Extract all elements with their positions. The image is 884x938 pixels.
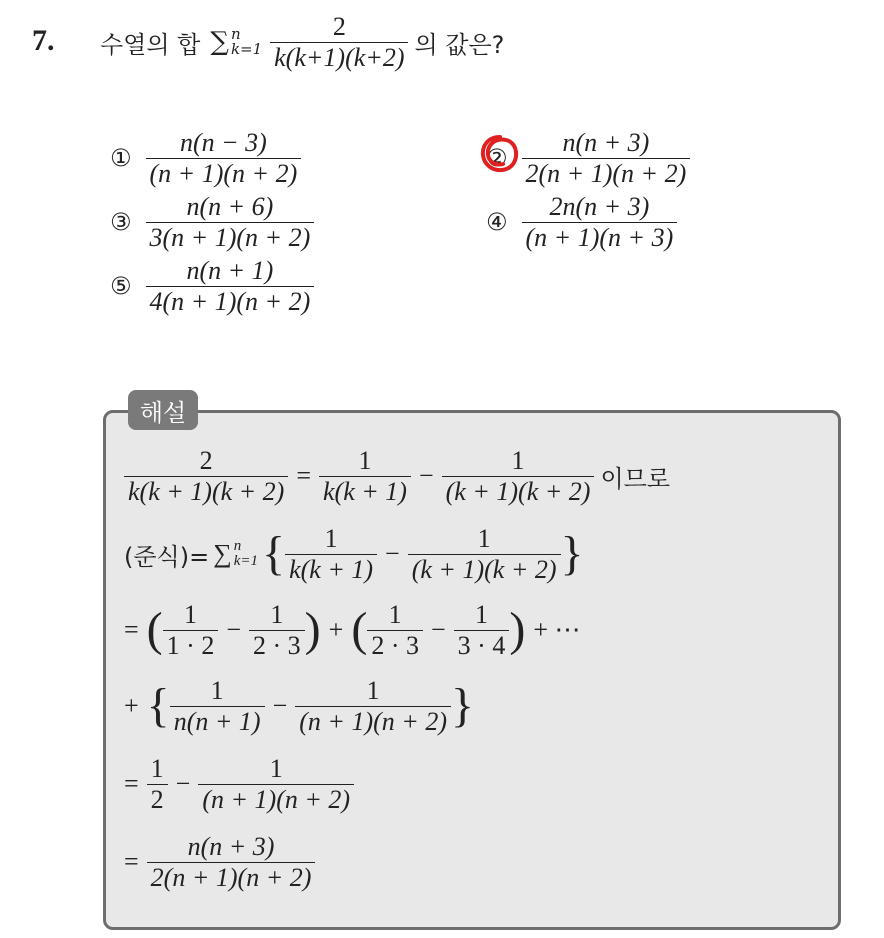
choice-5-numerator: n(n + 1) [186, 256, 274, 285]
choice-2[interactable] [486, 128, 690, 189]
choice-2-numerator: n(n + 3) [562, 128, 650, 157]
choice-1-denominator: (n + 1)(n + 2) [146, 158, 302, 189]
sum-upper: n [230, 25, 241, 44]
sum-symbol: ∑ n k=1 [210, 25, 263, 59]
choice-3-mark: ③ [110, 208, 132, 237]
problem-term-numerator: 2 [332, 12, 346, 41]
choice-5-denominator: 4(n + 1)(n + 2) [146, 286, 315, 317]
problem-number: 7. [32, 24, 55, 57]
solution-line-4: + { $\frac{1}{n(n + 1)}$ − $\frac{1}{(n + 1)(n + 2)}$ } [124, 676, 475, 736]
choice-4-mark: ④ [486, 208, 508, 237]
choice-2-denominator: 2(n + 1)(n + 2) [522, 158, 691, 189]
answer-circle-icon [478, 132, 522, 176]
solution-line-2: (준식)= ∑ n k=1 { $\frac{1}{k(k + 1)}$ − $\frac{1}{(k + 1)(k + 2)}$ } [124, 524, 584, 584]
choice-4-denominator: (n + 1)(n + 3) [522, 222, 678, 253]
sum-lower: k=1 [230, 40, 263, 59]
choice-3-denominator: 3(n + 1)(n + 2) [146, 222, 315, 253]
solution-line-5: = $\frac{1}{2}$ − $\frac{1}{(n + 1)(n + 2)}$ [124, 754, 354, 815]
choice-1-mark: ① [110, 144, 132, 173]
problem-term [270, 12, 408, 73]
solution-tag: 해설 [128, 390, 198, 430]
choice-2-mark: ② [486, 144, 508, 173]
choice-5-mark: ⑤ [110, 272, 132, 301]
choice-3[interactable] [110, 192, 314, 253]
sum-symbol-2: ∑ n k=1 [213, 538, 259, 570]
problem-statement [100, 12, 504, 73]
problem-lead-text: 수열의 합 [100, 30, 201, 59]
problem-tail-text: 의 값은? [414, 30, 505, 59]
solution-line-6: = $\frac{n(n + 3)}{2(n + 1)(n + 2)}$ [124, 832, 315, 893]
choice-1[interactable] [110, 128, 301, 189]
choice-5[interactable] [110, 256, 314, 317]
problem-term-denominator: k(k+1)(k+2) [270, 42, 408, 73]
choice-1-numerator: n(n − 3) [179, 128, 267, 157]
choice-4[interactable] [486, 192, 677, 253]
solution-line-1: $\frac{2}{k(k + 1)(k + 2)}$ = $\frac{1}{k(k + 1)}$ − $\frac{1}{(k + 1)(k + 2)}$ 이므로 [124, 446, 670, 507]
choice-4-numerator: 2n(n + 3) [549, 192, 650, 221]
choice-3-numerator: n(n + 6) [186, 192, 274, 221]
solution-line-3: = ( $\frac{1}{1 \cdot 2}$ − $\frac{1}{2 \cdot 3}$ ) + ( $\frac{1}{2 \cdot 3}$ − $\frac{1}{3 \cdot 4}$ ) + ⋯ [124, 600, 581, 660]
